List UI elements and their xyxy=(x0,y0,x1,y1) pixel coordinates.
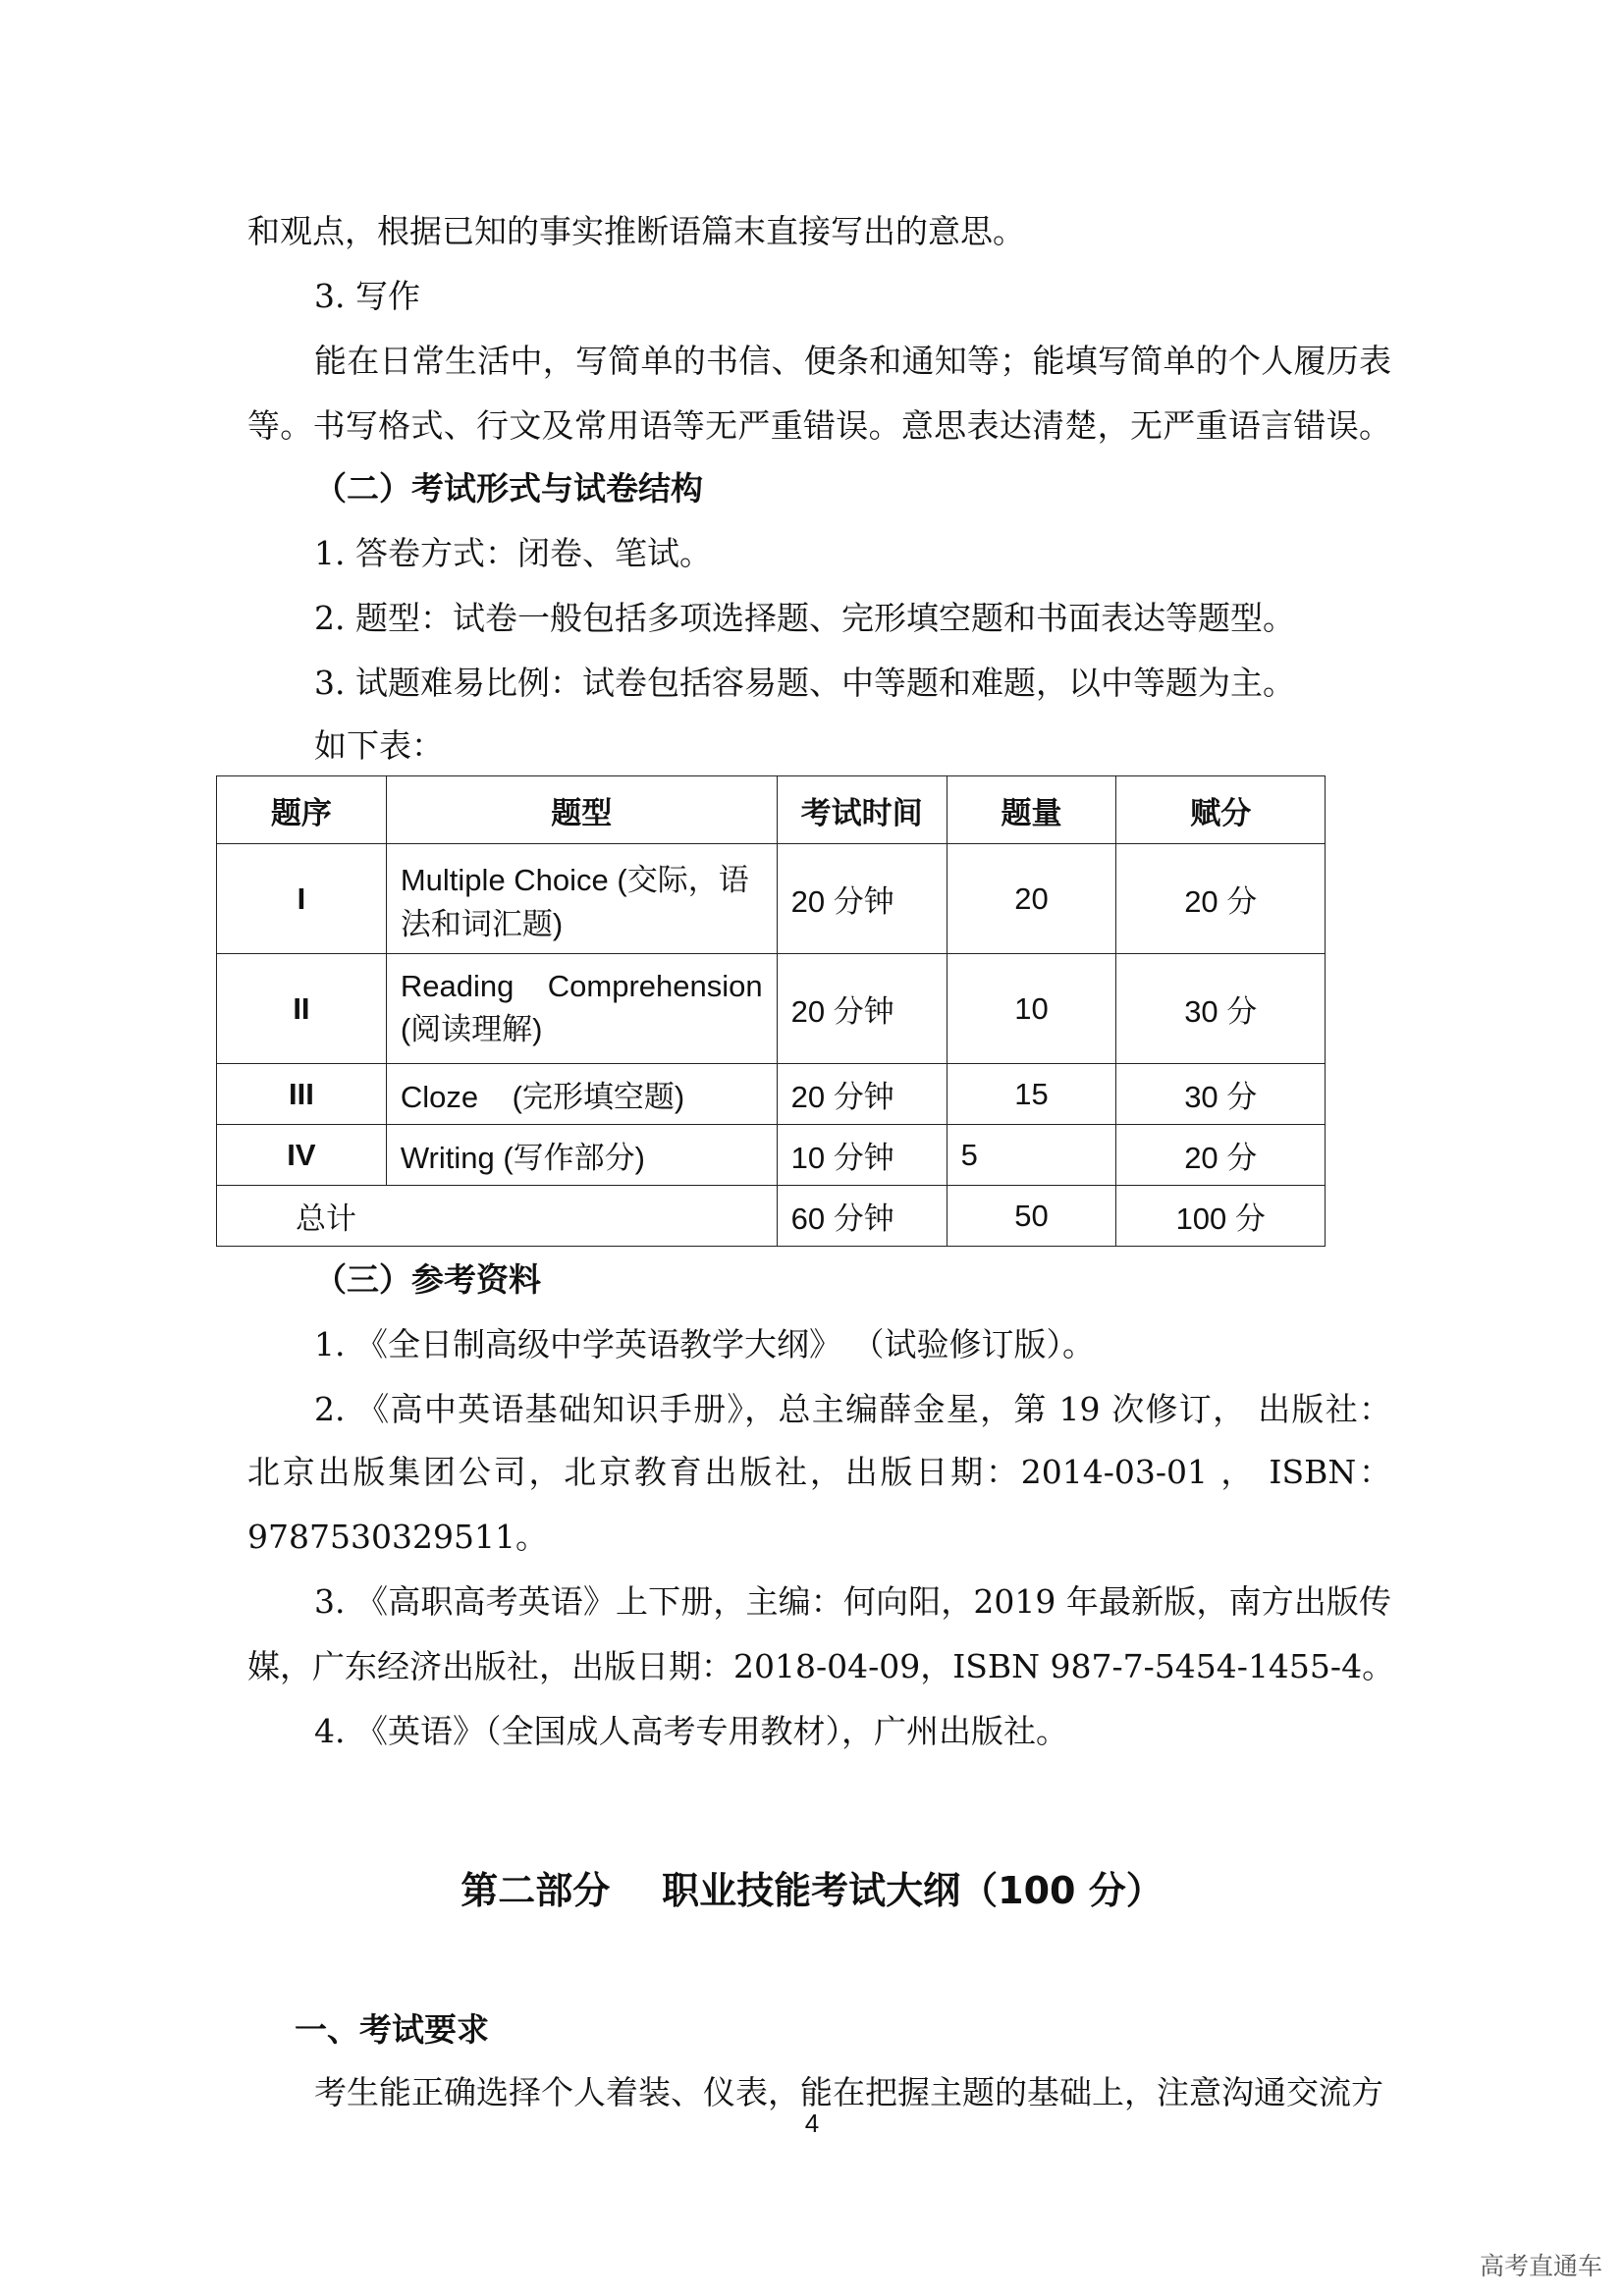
table-intro: 如下表： xyxy=(314,726,444,765)
row-score: 30 分 xyxy=(1116,954,1326,1064)
row-time: 10 分钟 xyxy=(777,1125,947,1186)
row-count: 5 xyxy=(947,1125,1116,1186)
reference-2-line2: 北京出版集团公司，北京教育出版社，出版日期：2014-03-01 ， ISBN： xyxy=(247,1453,1391,1491)
row-type xyxy=(386,1064,777,1125)
exam-requirements-text-visible: 考生能正确选择个人着装、仪表，能在把握主题的基础上，注意沟通交流方 xyxy=(314,2073,1383,2111)
writing-text-line2: 等。书写格式、行文及常用语等无严重错误。意思表达清楚，无严重语言错误。 xyxy=(247,406,1391,445)
table-row xyxy=(217,1064,1326,1125)
header-cell: 题序 xyxy=(217,776,387,844)
table-row xyxy=(217,954,1326,1064)
row-number: III xyxy=(217,1064,387,1125)
table-row xyxy=(217,844,1326,954)
exam-form-item-1: 1. 答卷方式：闭卷、笔试。 xyxy=(314,534,712,572)
row-number: I xyxy=(217,844,387,954)
row-type xyxy=(386,954,777,1064)
row-type-line1: Reading Comprehension xyxy=(400,969,763,1003)
row-time: 20 分钟 xyxy=(777,1064,947,1125)
row-number: IV xyxy=(217,1125,387,1186)
reference-2-line3: 9787530329511。 xyxy=(247,1518,548,1556)
table-header-row xyxy=(217,776,1326,844)
exam-requirements-heading: 一、考试要求 xyxy=(295,2010,489,2049)
writing-text-line1: 能在日常生活中，写简单的书信、便条和通知等；能填写简单的个人履历表 xyxy=(314,342,1391,380)
header-cell: 考试时间 xyxy=(777,776,947,844)
row-type xyxy=(386,1125,777,1186)
part-two-title: 第二部分 职业技能考试大纲（100 分） xyxy=(460,1869,1164,1912)
exam-form-item-3: 3. 试题难易比例：试卷包括容易题、中等题和难题，以中等题为主。 xyxy=(314,664,1295,702)
paragraph-tail: 和观点，根据已知的事实推断语篇末直接写出的意思。 xyxy=(247,212,1025,250)
row-type-line1: Cloze (完形填空题) xyxy=(400,1080,685,1114)
row-time: 20 分钟 xyxy=(777,844,947,954)
row-count: 10 xyxy=(947,954,1116,1064)
references-heading: （三）参考资料 xyxy=(314,1260,541,1299)
row-time: 20 分钟 xyxy=(777,954,947,1064)
row-score: 20 分 xyxy=(1116,844,1326,954)
header-cell: 题型 xyxy=(386,776,777,844)
reference-3-line1: 3. 《高职高考英语》上下册，主编：何向阳，2019 年最新版，南方出版传 xyxy=(314,1582,1391,1621)
row-type xyxy=(386,844,777,954)
total-label: 总计 xyxy=(217,1186,778,1247)
total-time: 60 分钟 xyxy=(777,1186,947,1247)
site-watermark: 高考直通车 xyxy=(1479,2252,1602,2280)
row-type-line1: Multiple Choice (交际，语 xyxy=(400,862,749,897)
reference-2-line1: 2. 《高中英语基础知识手册》，总主编薛金星，第 19 次修订， 出版社： xyxy=(314,1390,1391,1428)
exam-form-item-2: 2. 题型：试卷一般包括多项选择题、完形填空题和书面表达等题型。 xyxy=(314,599,1295,637)
row-type-line2: (阅读理解) xyxy=(400,1012,543,1046)
row-number: II xyxy=(217,954,387,1064)
total-count: 50 xyxy=(947,1186,1116,1247)
row-score: 30 分 xyxy=(1116,1064,1326,1125)
header-cell: 赋分 xyxy=(1116,776,1326,844)
row-type-line2: 法和词汇题) xyxy=(400,906,564,941)
total-score: 100 分 xyxy=(1116,1186,1326,1247)
page-number: 4 xyxy=(804,2109,820,2138)
reference-4: 4. 《英语》（全国成人高考专用教材），广州出版社。 xyxy=(314,1712,1068,1750)
row-type-line1: Writing (写作部分) xyxy=(400,1141,646,1175)
row-score: 20 分 xyxy=(1116,1125,1326,1186)
row-count: 15 xyxy=(947,1064,1116,1125)
exam-structure-table xyxy=(216,775,1326,1247)
reference-3-line2: 媒，广东经济出版社，出版日期：2018-04-09，ISBN 987-7-5454-1455-4。 xyxy=(247,1647,1395,1685)
reference-1: 1. 《全日制高级中学英语教学大纲》 （试验修订版）。 xyxy=(314,1325,1095,1363)
exam-form-heading: （二）考试形式与试卷结构 xyxy=(314,469,703,507)
table-total-row xyxy=(217,1186,1326,1247)
row-count: 20 xyxy=(947,844,1116,954)
writing-heading: 3. 写作 xyxy=(314,277,420,315)
table-row xyxy=(217,1125,1326,1186)
header-cell: 题量 xyxy=(947,776,1116,844)
